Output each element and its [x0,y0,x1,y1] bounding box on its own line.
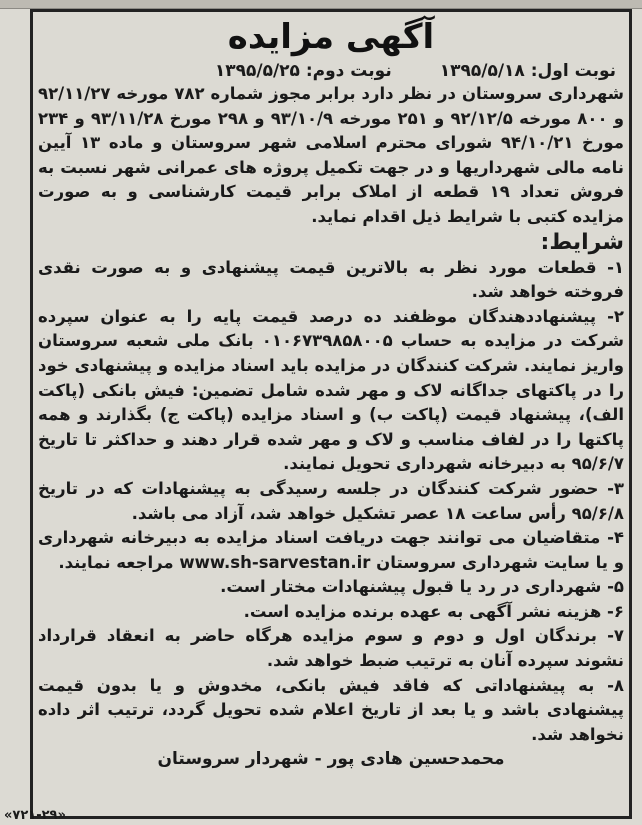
conditions-list [38,256,624,748]
condition-item: ۱- قطعات مورد نظر به بالاترین قیمت پیشنهادی و به صورت نقدی فروخته خواهد شد. [38,257,624,302]
condition-item: ۶- هزینه نشر آگهی به عهده برنده مزایده است. [243,601,624,621]
round-two: نوبت دوم: ۱۳۹۵/۵/۲۵ [214,61,392,81]
notice-title: آگهی مزایده [227,17,435,57]
condition-item: ۲- پیشنهاددهندگان موظفند ده درصد قیمت پایه را به عنوان سپرده شرکت در مزایده به حساب ۰۱۰۶۷۳۹۸۵۸۰۰۵ بانک ملی شعبه سروستان واریز نمایند. شرکت کنندگان در مزایده باید اسناد مزایده و پیشنهادی خود را در پاکتهای جداگانه لاک و مهر شده شامل تضمین: فیش بانکی (پاکت الف)، پیشنهاد قیمت (پاکت ب) و اسناد مزایده (پاکت ج) بگذارند و همه پاکتها را در لفاف مناسب و لاک و مهر شده قرار دهند و حداکثر تا تاریخ ۹۵/۶/۷ به دبیرخانه شهرداری تحویل نمایند. [38,306,624,474]
previous-ad-strip [0,0,642,9]
notice-content [38,14,624,815]
round-one: نوبت اول: ۱۳۹۵/۵/۱۸ [439,61,616,81]
condition-item: ۵- شهرداری در رد یا قبول پیشنهادات مختار است. [220,577,624,597]
condition-item: ۴- متقاضیان می توانند جهت دریافت اسناد مزایده به دبیرخانه شهرداری و یا سایت شهرداری سروستان www.sh-sarvestan.ir مراجعه نمایند. [38,528,624,572]
condition-item: ۸- به پیشنهاداتی که فاقد فیش بانکی، مخدوش و یا بدون قیمت پیشنهادی باشد و یا بعد از تاریخ اعلام شده تحویل گردد، ترتیب اثر داده نخواهد شد. [38,675,624,744]
condition-item: ۷- برندگان اول و دوم و سوم مزایده هرگاه حاضر به انعقاد قرارداد نشوند سپرده آنان به ترتیب ضبط خواهد شد. [38,626,624,671]
ad-code: «۷۲۱-۲۹» [4,808,66,823]
publication-rounds [38,60,624,82]
condition-item: ۳- حضور شرکت کنندگان در جلسه رسیدگی به پیشنهادات که در تاریخ ۹۵/۶/۸ رأس ساعت ۱۸ عصر تشکیل خواهد شد، آزاد می باشد. [38,478,624,523]
intro-paragraph: شهرداری سروستان در نظر دارد برابر مجوز شماره ۷۸۲ مورخه ۹۲/۱۱/۲۷ و ۸۰۰ مورخه ۹۲/۱۲/۵ و ۲۵۱ مورخه ۹۳/۱۰/۹ و ۲۹۸ مورخ ۹۳/۱۱/۲۸ و ۲۳۴ مورخ ۹۴/۱۰/۲۱ شورای محترم اسلامی شهر سروستان و ماده ۱۳ آیین نامه مالی شهرداریها و در جهت تکمیل پروژه های عمرانی شهر نسبت به فروش تعداد ۱۹ قطعه از املاک برابر قیمت کارشناسی و به صورت مزایده کتبی با شرایط ذیل اقدام نماید. [38,84,625,226]
signature: محمدحسین هادی پور - شهردار سروستان [157,749,505,770]
conditions-heading: شرایط: [540,229,624,255]
